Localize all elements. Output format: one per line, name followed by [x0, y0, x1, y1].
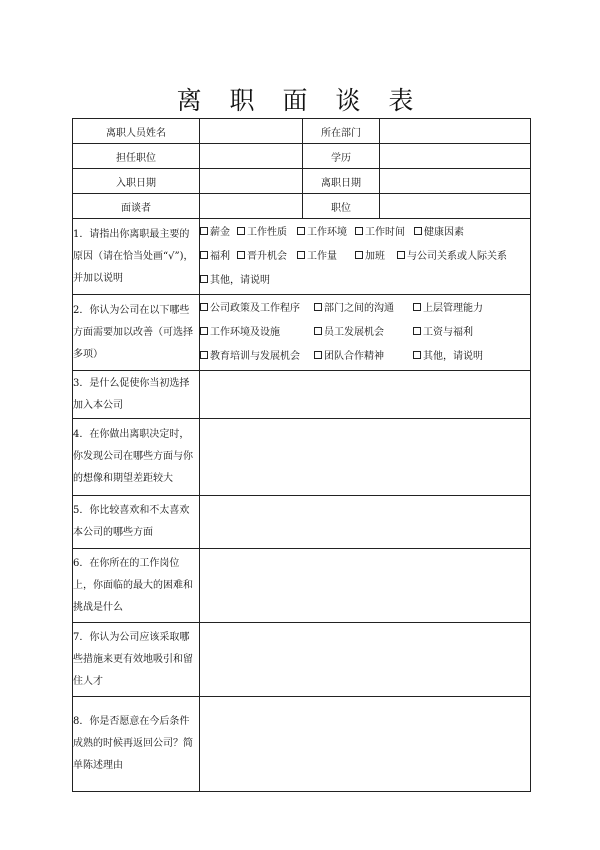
question-2-text: 2．你认为公司在以下哪些方面需要加以改善（可选择多项） [73, 295, 200, 371]
q2-option[interactable]: 部门之间的沟通 [314, 297, 413, 321]
q2-option[interactable]: 工作环境及设施 [200, 321, 314, 345]
q1-option[interactable]: 与公司关系或人际关系 [397, 245, 507, 269]
row-interviewer [73, 194, 531, 219]
checkbox-icon [237, 227, 245, 235]
checkbox-icon [297, 227, 305, 235]
dept-label: 所在部门 [303, 119, 380, 144]
interviewer-field[interactable] [200, 194, 303, 219]
checkbox-icon [200, 275, 208, 283]
checkbox-icon [355, 251, 363, 259]
checkbox-icon [314, 351, 322, 359]
row-q8 [73, 697, 531, 792]
education-label: 学历 [303, 144, 380, 169]
question-6-text: 6．在你所在的工作岗位上，你面临的最大的困难和挑战是什么 [73, 549, 200, 623]
checkbox-icon [200, 327, 208, 335]
answer-7-field[interactable] [200, 623, 531, 697]
checkbox-icon [413, 327, 421, 335]
interview-table [72, 118, 531, 792]
checkbox-icon [314, 327, 322, 335]
name-field[interactable] [200, 119, 303, 144]
row-q3 [73, 371, 531, 419]
position-field[interactable] [200, 144, 303, 169]
interviewer-label: 面谈者 [73, 194, 200, 219]
checkbox-icon [413, 303, 421, 311]
checkbox-icon [200, 251, 208, 259]
q2-option[interactable]: 团队合作精神 [314, 345, 413, 369]
q2-option[interactable]: 上层管理能力 [413, 297, 483, 321]
q1-option[interactable]: 健康因素 [414, 221, 464, 245]
row-q6 [73, 549, 531, 623]
checkbox-icon [297, 251, 305, 259]
answer-3-field[interactable] [200, 371, 531, 419]
checkbox-icon [200, 351, 208, 359]
dept-field[interactable] [380, 119, 531, 144]
q2-option[interactable]: 员工发展机会 [314, 321, 413, 345]
question-1-options [200, 219, 531, 295]
leave-date-field[interactable] [380, 169, 531, 194]
position-label: 担任职位 [73, 144, 200, 169]
checkbox-icon [200, 227, 208, 235]
row-q4 [73, 419, 531, 496]
q1-option[interactable]: 工作性质 [237, 221, 297, 245]
q1-option[interactable]: 晋升机会 [237, 245, 297, 269]
answer-6-field[interactable] [200, 549, 531, 623]
q1-option[interactable]: 薪金 [200, 221, 237, 245]
answer-5-field[interactable] [200, 496, 531, 549]
row-q7 [73, 623, 531, 697]
form-title: 离 职 面 谈 表 [176, 86, 424, 115]
hire-date-label: 入职日期 [73, 169, 200, 194]
checkbox-icon [237, 251, 245, 259]
q2-option[interactable]: 工资与福利 [413, 321, 473, 345]
q1-option[interactable]: 工作环境 [297, 221, 355, 245]
row-q2 [73, 295, 531, 371]
leave-date-label: 离职日期 [303, 169, 380, 194]
hire-date-field[interactable] [200, 169, 303, 194]
q1-option[interactable]: 福利 [200, 245, 237, 269]
question-8-text: 8．你是否愿意在今后条件成熟的时候再返回公司？简单陈述理由 [73, 697, 200, 792]
question-4-text: 4．在你做出离职决定时，你发现公司在哪些方面与你的想像和期望差距较大 [73, 419, 200, 496]
checkbox-icon [414, 227, 422, 235]
interviewer-position-field[interactable] [380, 194, 531, 219]
question-5-text: 5．你比较喜欢和不太喜欢本公司的哪些方面 [73, 496, 200, 549]
q2-option[interactable]: 教育培训与发展机会 [200, 345, 314, 369]
question-7-text: 7．你认为公司应该采取哪些措施来更有效地吸引和留住人才 [73, 623, 200, 697]
answer-8-field[interactable] [200, 697, 531, 792]
q2-option[interactable]: 公司政策及工作程序 [200, 297, 314, 321]
q2-option[interactable]: 其他，请说明 [413, 345, 483, 369]
checkbox-icon [314, 303, 322, 311]
q1-option[interactable]: 工作量 [297, 245, 355, 269]
question-3-text: 3．是什么促使你当初选择加入本公司 [73, 371, 200, 419]
question-2-options [200, 295, 531, 371]
row-position-education [73, 144, 531, 169]
row-dates [73, 169, 531, 194]
answer-4-field[interactable] [200, 419, 531, 496]
name-label: 离职人员姓名 [73, 119, 200, 144]
row-q5 [73, 496, 531, 549]
education-field[interactable] [380, 144, 531, 169]
interviewer-position-label: 职位 [303, 194, 380, 219]
q1-option[interactable]: 其他，请说明 [200, 269, 270, 293]
checkbox-icon [397, 251, 405, 259]
q1-option[interactable]: 加班 [355, 245, 397, 269]
checkbox-icon [355, 227, 363, 235]
question-1-text: 1．请指出你离职最主要的原因（请在恰当处画“√”)，并加以说明 [73, 219, 200, 295]
row-q1 [73, 219, 531, 295]
row-name-dept [73, 119, 531, 144]
q1-option[interactable]: 工作时间 [355, 221, 414, 245]
checkbox-icon [413, 351, 421, 359]
checkbox-icon [200, 303, 208, 311]
